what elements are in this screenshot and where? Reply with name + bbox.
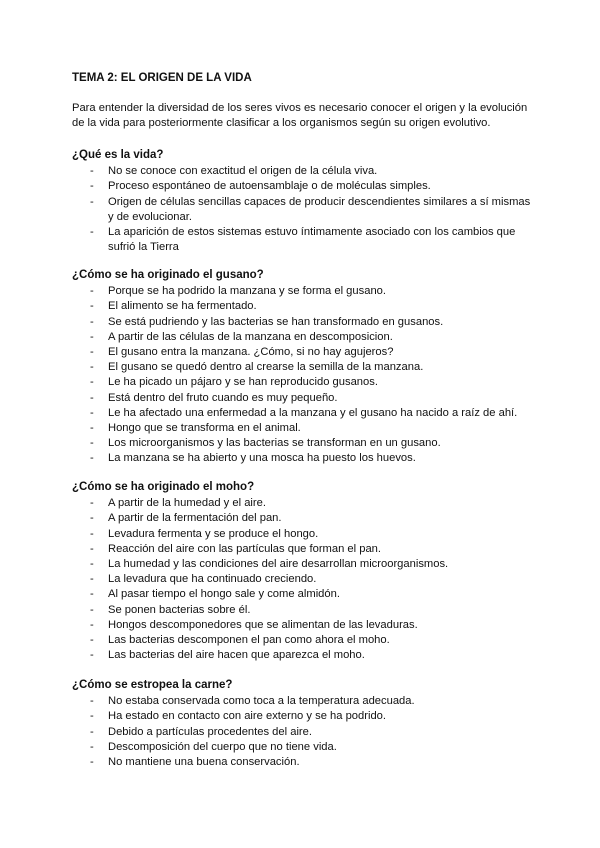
- intro-paragraph: Para entender la diversidad de los seres vivos es necesario conocer el origen y la evolución de la vida para posteriormente clasificar a los organismos según su origen evolutivo.: [72, 102, 528, 130]
- list-item: - Las bacterias del aire hacen que aparezca el moho.: [72, 648, 532, 663]
- list-item: - No se conoce con exactitud el origen de la célula viva.: [72, 164, 532, 179]
- list-item: - Se está pudriendo y las bacterias se han transformado en gusanos.: [72, 315, 532, 330]
- list-item: - Las bacterias descomponen el pan como ahora el moho.: [72, 633, 532, 648]
- list-item: - Porque se ha podrido la manzana y se forma el gusano.: [72, 284, 532, 299]
- list-item: - Los microorganismos y las bacterias se transforman en un gusano.: [72, 436, 532, 451]
- list-item: - Levadura fermenta y se produce el hongo.: [72, 527, 532, 542]
- list-item: - Hongos descomponedores que se alimentan de las levaduras.: [72, 618, 532, 633]
- list-item: - No estaba conservada como toca a la temperatura adecuada.: [72, 694, 532, 709]
- section-heading: ¿Cómo se ha originado el gusano?: [72, 269, 264, 281]
- list-item: - Se ponen bacterias sobre él.: [72, 603, 532, 618]
- list-item: - A partir de la humedad y el aire.: [72, 496, 532, 511]
- list-item: - Le ha picado un pájaro y se han reproducido gusanos.: [72, 375, 532, 390]
- bullet-list: [72, 496, 532, 663]
- list-item: - Origen de células sencillas capaces de producir descendientes similares a sí mismas y de evolucionar.: [72, 195, 532, 225]
- section-origen-gusano: [72, 268, 532, 467]
- list-item: - Al pasar tiempo el hongo sale y come almidón.: [72, 587, 532, 602]
- list-item: - El alimento se ha fermentado.: [72, 299, 532, 314]
- list-item: - Descomposición del cuerpo que no tiene vida.: [72, 740, 532, 755]
- section-origen-moho: [72, 480, 532, 663]
- list-item: - Hongo que se transforma en el animal.: [72, 421, 532, 436]
- list-item: - El gusano se quedó dentro al crearse la semilla de la manzana.: [72, 360, 532, 375]
- list-item: - Debido a partículas procedentes del aire.: [72, 725, 532, 740]
- list-item: - El gusano entra la manzana. ¿Cómo, si no hay agujeros?: [72, 345, 532, 360]
- section-heading: ¿Qué es la vida?: [72, 149, 164, 161]
- list-item: - Reacción del aire con las partículas que forman el pan.: [72, 542, 532, 557]
- list-item: - Está dentro del fruto cuando es muy pequeño.: [72, 391, 532, 406]
- list-item: - Le ha afectado una enfermedad a la manzana y el gusano ha nacido a raíz de ahí.: [72, 406, 532, 421]
- list-item: - La aparición de estos sistemas estuvo íntimamente asociado con los cambios que sufrió la Tierra: [72, 225, 532, 255]
- bullet-list: [72, 284, 532, 466]
- list-item: - La humedad y las condiciones del aire desarrollan microorganismos.: [72, 557, 532, 572]
- section-que-es-la-vida: [72, 148, 532, 255]
- list-item: - Ha estado en contacto con aire externo y se ha podrido.: [72, 709, 532, 724]
- bullet-list: [72, 164, 532, 255]
- list-item: - A partir de las células de la manzana en descomposicion.: [72, 330, 532, 345]
- section-heading: ¿Cómo se ha originado el moho?: [72, 481, 255, 493]
- list-item: - A partir de la fermentación del pan.: [72, 511, 532, 526]
- section-estropea-carne: [72, 678, 532, 770]
- list-item: - La levadura que ha continuado creciendo.: [72, 572, 532, 587]
- document-title: TEMA 2: EL ORIGEN DE LA VIDA: [72, 72, 252, 84]
- list-item: - No mantiene una buena conservación.: [72, 755, 532, 770]
- list-item: - La manzana se ha abierto y una mosca ha puesto los huevos.: [72, 451, 532, 466]
- bullet-list: [72, 694, 532, 770]
- section-heading: ¿Cómo se estropea la carne?: [72, 679, 233, 691]
- list-item: - Proceso espontáneo de autoensamblaje o de moléculas simples.: [72, 179, 532, 194]
